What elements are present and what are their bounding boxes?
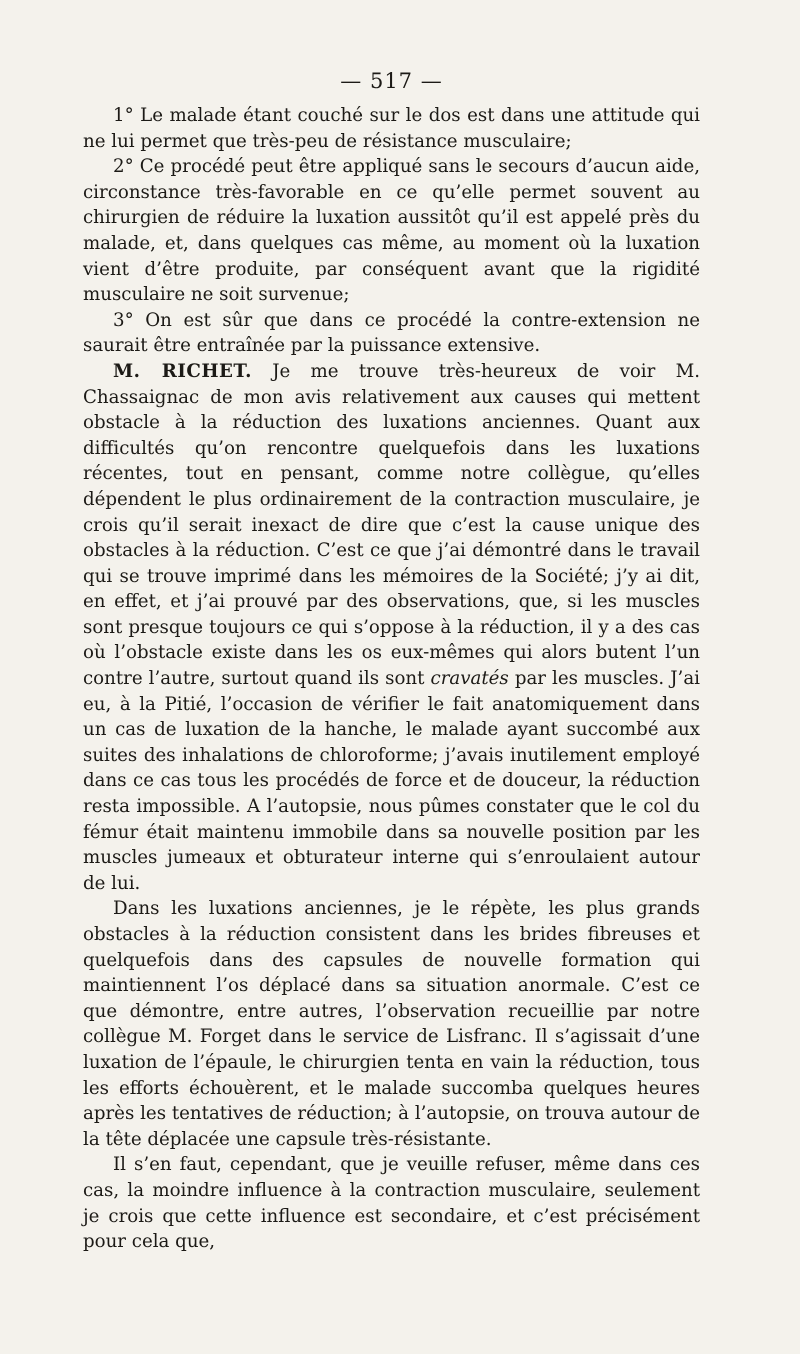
paragraph-muscular-influence: Il s’en faut, cependant, que je veuille refuser, même dans ces cas, la moindre influence à la contraction musculaire, seulement je crois que cette influence est secondaire, et c’est précisément pour cela que,	[83, 1154, 700, 1253]
speech-text-part-1: Je me trouve très-heureux de voir M. Chassaignac de mon avis relativement aux causes qui mettent obstacle à la réduction des luxations anciennes. Quant aux difficultés qu’on rencontre quelquefois dans les luxations récentes, tout en pensant, comme notre collègue, qu’elles dépendent le plus ordinairement de la contraction musculaire, je crois qu’il serait inexact de dire que c’est la cause unique des obstacles à la réduction. C’est ce que j’ai démontré dans le travail qui se trouve imprimé dans les mémoires de la Société; j’y ai dit, en effet, et j’ai prouvé par des observations, que, si les muscles sont presque toujours ce qui s’oppose à la réduction, il y a des cas où l’obstacle existe dans les os eux-mêmes qui alors butent l’un contre l’autre, surtout quand ils sont	[83, 360, 700, 690]
paragraph-point-3: 3° On est sûr que dans ce procédé la contre-extension ne saurait être entraînée par la puissance extensive.	[83, 309, 700, 357]
paragraph-old-luxations: Dans les luxations anciennes, je le répète, les plus grands obstacles à la réduction consistent dans les brides fibreuses et quelquefois dans des capsules de nouvelle formation qui maintiennent l’os déplacé dans sa situation anormale. C’est ce que démontre, entre autres, l’observation recueillie par notre collègue M. Forget dans le service de Lisfranc. Il s’agissait d’une luxation de l’épaule, le chirurgien tenta en vain la réduction, tous les efforts échouèrent, et le malade succomba quelques heures après les tentatives de réduction; à l’autopsie, on trouva autour de la tête déplacée une capsule très-résistante.	[83, 898, 700, 1150]
page-number: — 517 —	[340, 69, 443, 93]
body-text	[83, 103, 700, 1255]
paragraph-point-2: 2° Ce procédé peut être appliqué sans le secours d’aucun aide, circonstance très-favorable en ce qu’elle permet souvent au chirurgien de réduire la luxation aussitôt qu’il est appelé près du malade, et, dans quelques cas même, au moment où la luxation vient d’être produite, par conséquent avant que la rigidité musculaire ne soit survenue;	[83, 156, 700, 306]
speaker-name: M. RICHET.	[113, 360, 252, 382]
paragraph-richet-speech	[83, 359, 700, 896]
paragraph-point-1: 1° Le malade étant couché sur le dos est dans une attitude qui ne lui permet que très-peu de résistance musculaire;	[83, 105, 700, 152]
speech-italic-word: cravatés	[430, 668, 509, 690]
speech-text-part-2: par les muscles. J’ai eu, à la Pitié, l’occasion de vérifier le fait anatomiquement dans un cas de luxation de la hanche, le malade ayant succombé aux suites des inhalations de chloroforme; j’avais inutilement employé dans ce cas tous les procédés de force et de douceur, la réduction resta impossible. A l’autopsie, nous pûmes constater que le col du fémur était maintenu immobile dans sa nouvelle position par les muscles jumeaux et obturateur interne qui s’enroulaient autour de lui.	[83, 668, 700, 894]
